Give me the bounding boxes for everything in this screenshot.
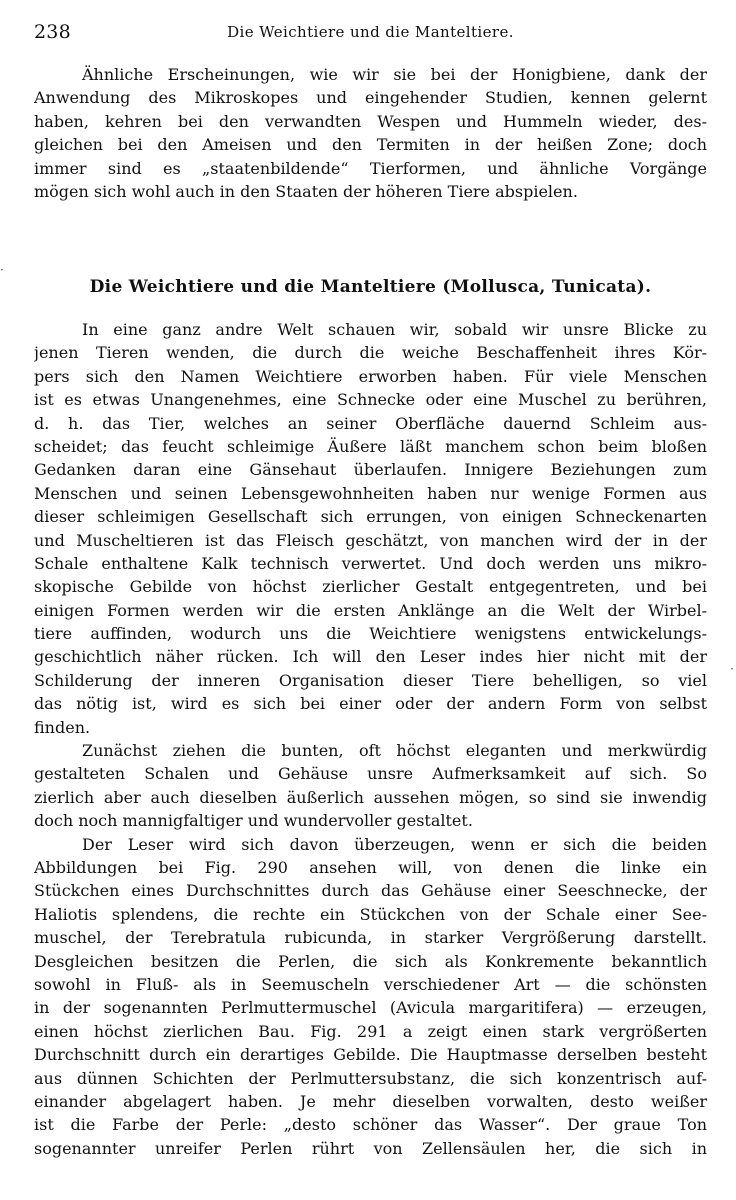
text-line: einigen Formen werden wir die ersten Anklänge an die Welt der Wirbel- <box>34 600 707 620</box>
text-line: Der Leser wird sich davon überzeugen, wenn er sich die beiden <box>82 834 707 854</box>
text-line: haben, kehren bei den verwandten Wespen und Hummeln wieder, des- <box>34 111 707 131</box>
text-line: einen höchst zierlichen Bau. Fig. 291 a zeigt einen stark vergrößerten <box>34 1021 707 1041</box>
text-line: Desgleichen besitzen die Perlen, die sich als Konkremente bekanntlich <box>34 951 707 971</box>
text-line: immer sind es „staatenbildende“ Tierformen, und ähnliche Vorgänge <box>34 158 707 178</box>
text-line: sogenannter unreifer Perlen rührt von Zellensäulen her, die sich in <box>34 1138 707 1158</box>
text-line: und Muscheltieren ist das Fleisch geschätzt, von manchen wird der in der <box>34 530 707 550</box>
text-line: in der sogenannten Perlmuttermuschel (Avicula margaritifera) — erzeugen, <box>34 998 707 1018</box>
text-line: tiere auffinden, wodurch uns die Weichtiere wenigstens entwickelungs- <box>34 624 707 644</box>
text-line: zierlich aber auch dieselben äußerlich aussehen mögen, so sind sie inwendig <box>34 787 707 807</box>
text-line: jenen Tieren wenden, die durch die weiche Beschaffenheit ihres Kör- <box>34 343 707 363</box>
text-line: Menschen und seinen Lebensgewohnheiten haben nur wenige Formen aus <box>34 483 707 503</box>
text-line: gestalteten Schalen und Gehäuse unsre Aufmerksamkeit auf sich. So <box>34 764 707 784</box>
text-line: doch noch mannigfaltiger und wundervoller gestaltet. <box>34 811 473 831</box>
text-line: Ähnliche Erscheinungen, wie wir sie bei der Honigbiene, dank der <box>82 65 707 84</box>
running-title: Die Weichtiere und die Manteltiere. <box>227 23 514 41</box>
text-line: einander abgelagert haben. Je mehr dieselben vorwalten, desto weißer <box>34 1091 707 1111</box>
margin-speck-right: · <box>730 662 734 676</box>
text-line: Gedanken daran eine Gänsehaut überlaufen. Innigere Beziehungen zum <box>34 460 707 480</box>
page-number: 238 <box>34 21 71 43</box>
text-line: d. h. das Tier, welches an seiner Oberfläche dauernd Schleim aus- <box>34 413 707 433</box>
text-line: Schale enthaltene Kalk technisch verwertet. Und doch werden uns mikro- <box>34 553 707 573</box>
text-line: dieser schleimigen Gesellschaft sich errungen, von einigen Schneckenarten <box>34 507 707 527</box>
text-line: scheidet; das feucht schleimige Äußere läßt manchem schon beim bloßen <box>34 436 707 456</box>
text-line: In eine ganz andre Welt schauen wir, sobald wir unsre Blicke zu <box>82 320 707 339</box>
intro-paragraph <box>34 63 707 203</box>
text-line: Haliotis splendens, die rechte ein Stückchen von der Schale einer See- <box>34 904 707 924</box>
text-line: finden. <box>34 717 91 737</box>
text-line: gleichen bei den Ameisen und den Termiten in der heißen Zone; doch <box>34 135 707 155</box>
text-line: Schilderung der inneren Organisation dieser Tiere behelligen, so viel <box>34 670 707 690</box>
text-line: sowohl in Fluß- als in Seemuscheln verschiedener Art — die schönsten <box>34 974 707 994</box>
text-line: Abbildungen bei Fig. 290 ansehen will, von denen die linke ein <box>34 857 707 877</box>
text-line: mögen sich wohl auch in den Staaten der höheren Tiere abspielen. <box>34 181 578 201</box>
page-header <box>34 18 707 46</box>
text-line: Zunächst ziehen die bunten, oft höchst eleganten und merkwürdig <box>82 741 707 761</box>
text-line: ist es etwas Unangenehmes, eine Schnecke oder eine Muschel zu berühren, <box>34 390 707 410</box>
text-line: Durchschnitt durch ein derartiges Gebilde. Die Hauptmasse derselben besteht <box>34 1045 707 1065</box>
margin-speck-left: · <box>0 263 4 277</box>
text-line: muschel, der Terebratula rubicunda, in starker Vergrößerung darstellt. <box>34 928 707 948</box>
text-line: aus dünnen Schichten der Perlmuttersubstanz, die sich konzentrisch auf- <box>34 1068 707 1088</box>
text-line: Stückchen eines Durchschnittes durch das Gehäuse einer Seeschnecke, der <box>34 881 707 901</box>
text-line: ist die Farbe der Perle: „desto schöner das Wasser“. Der graue Ton <box>34 1115 707 1135</box>
text-line: Anwendung des Mikroskopes und eingehender Studien, kennen gelernt <box>34 88 707 108</box>
text-line: skopische Gebilde von höchst zierlicher Gestalt entgegentreten, und bei <box>34 577 707 597</box>
main-text <box>34 318 707 1160</box>
text-line: pers sich den Namen Weichtiere erworben haben. Für viele Menschen <box>34 366 707 386</box>
text-line: geschichtlich näher rücken. Ich will den Leser indes hier nicht mit der <box>34 647 707 667</box>
text-line: das nötig ist, wird es sich bei einer oder der andern Form von selbst <box>34 694 707 714</box>
section-heading: Die Weichtiere und die Manteltiere (Mollusca, Tunicata). <box>89 277 652 297</box>
